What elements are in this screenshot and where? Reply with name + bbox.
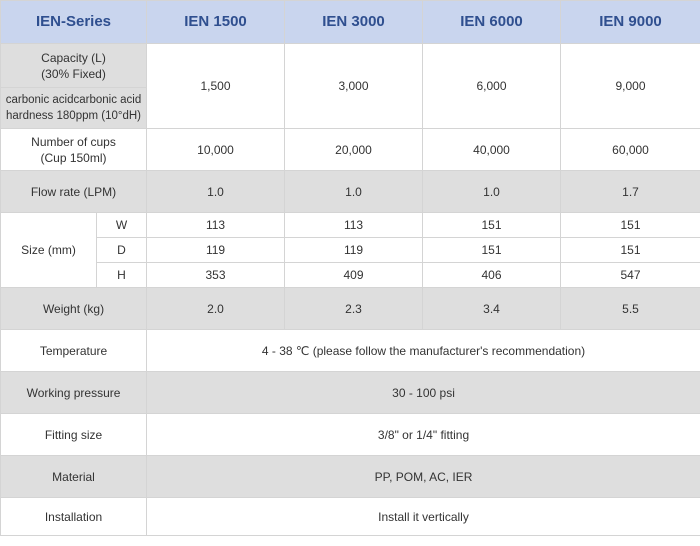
installation-value: Install it vertically <box>147 498 700 536</box>
capacity-sublabel-line1: carbonic acidcarbonic acid <box>5 94 142 106</box>
weight-row <box>1 288 700 330</box>
material-value: PP, POM, AC, IER <box>147 456 700 498</box>
capacity-value: 6,000 <box>423 44 561 129</box>
cups-row <box>1 129 700 171</box>
cups-value: 60,000 <box>561 129 700 171</box>
flow-row <box>1 171 700 213</box>
temperature-label: Temperature <box>1 330 147 372</box>
flow-value: 1.0 <box>285 171 423 213</box>
header-row <box>1 1 700 44</box>
size-row-d <box>1 238 700 263</box>
weight-value: 3.4 <box>423 288 561 330</box>
capacity-value: 3,000 <box>285 44 423 129</box>
fitting-value: 3/8" or 1/4" fitting <box>147 414 700 456</box>
capacity-value: 9,000 <box>561 44 700 129</box>
size-value: 151 <box>561 238 700 263</box>
size-value: 547 <box>561 263 700 288</box>
header-model: IEN 6000 <box>423 1 561 44</box>
capacity-sublabel <box>1 88 147 129</box>
size-value: 119 <box>285 238 423 263</box>
size-value: 119 <box>147 238 285 263</box>
size-dim: W <box>97 213 147 238</box>
size-value: 406 <box>423 263 561 288</box>
size-row-w <box>1 213 700 238</box>
size-dim: D <box>97 238 147 263</box>
header-series: IEN-Series <box>1 1 147 44</box>
capacity-label-line2: (30% Fixed) <box>41 66 106 81</box>
size-dim: H <box>97 263 147 288</box>
flow-value: 1.0 <box>147 171 285 213</box>
weight-label: Weight (kg) <box>1 288 147 330</box>
size-row-h <box>1 263 700 288</box>
fitting-row <box>1 414 700 456</box>
capacity-value: 1,500 <box>147 44 285 129</box>
temperature-row <box>1 330 700 372</box>
header-model: IEN 1500 <box>147 1 285 44</box>
flow-value: 1.0 <box>423 171 561 213</box>
fitting-label: Fitting size <box>1 414 147 456</box>
capacity-label <box>1 44 147 88</box>
size-value: 113 <box>147 213 285 238</box>
pressure-value: 30 - 100 psi <box>147 372 700 414</box>
size-value: 409 <box>285 263 423 288</box>
weight-value: 2.0 <box>147 288 285 330</box>
size-label: Size (mm) <box>1 213 97 288</box>
capacity-label-line1: Capacity (L) <box>41 50 106 65</box>
pressure-row <box>1 372 700 414</box>
header-model: IEN 9000 <box>561 1 700 44</box>
size-value: 353 <box>147 263 285 288</box>
installation-label: Installation <box>1 498 147 536</box>
size-value: 151 <box>561 213 700 238</box>
size-value: 113 <box>285 213 423 238</box>
flow-value: 1.7 <box>561 171 700 213</box>
weight-value: 5.5 <box>561 288 700 330</box>
flow-label: Flow rate (LPM) <box>1 171 147 213</box>
pressure-label: Working pressure <box>1 372 147 414</box>
capacity-sublabel-line2: hardness 180ppm (10°dH) <box>6 110 142 122</box>
installation-row <box>1 498 700 536</box>
cups-label-line2: (Cup 150ml) <box>40 150 107 165</box>
header-model: IEN 3000 <box>285 1 423 44</box>
weight-value: 2.3 <box>285 288 423 330</box>
cups-value: 40,000 <box>423 129 561 171</box>
cups-value: 20,000 <box>285 129 423 171</box>
cups-label <box>1 129 147 171</box>
cups-label-line1: Number of cups <box>31 134 116 149</box>
temperature-value: 4 - 38 ℃ (please follow the manufacturer's recommendation) <box>147 330 700 372</box>
size-value: 151 <box>423 238 561 263</box>
size-value: 151 <box>423 213 561 238</box>
capacity-row <box>1 44 700 88</box>
material-row <box>1 456 700 498</box>
material-label: Material <box>1 456 147 498</box>
cups-value: 10,000 <box>147 129 285 171</box>
